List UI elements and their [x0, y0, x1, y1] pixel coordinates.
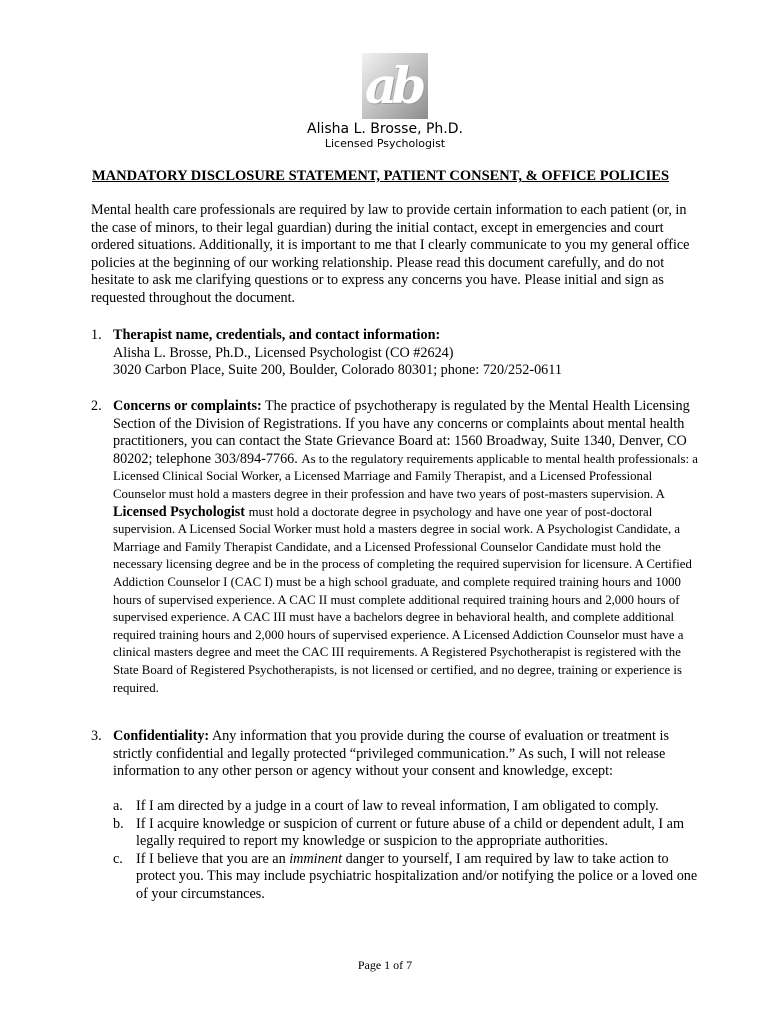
licensed-psychologist-term: Licensed Psychologist [113, 503, 246, 520]
section-heading: Concerns or complaints: [113, 398, 262, 414]
imminent-emphasis: imminent [289, 850, 343, 867]
list-item [113, 798, 703, 816]
concerns-text: The practice of psychotherapy is regulated by the Mental Health Licensing Section of the Division of Registrations. If you have any concerns or complaints about mental health practitioners, you can contact the State Grievance Board at: 1560 Broadway, Suite 1340, Denver, CO 80202; telephone 303/894-7766. [113, 398, 690, 467]
list-marker: c. [113, 850, 123, 867]
author-name: Alisha L. Brosse, Ph.D. [307, 121, 463, 137]
document-title: MANDATORY DISCLOSURE STATEMENT, PATIENT CONSENT, & OFFICE POLICIES [92, 168, 670, 184]
list-item-text-cont: danger to yourself, I am required by law to take action to protect you. This may include psychiatric hospitalization and/or notifying the police or a loved one of your circumstances. [136, 850, 698, 902]
regulatory-text-cont: must hold a doctorate degree in psychology and have one year of post-doctoral supervision. A Licensed Social Worker must hold a masters degree in social work. A Psychologist Candidate, a Marriage and Family Therapist Candidate, and a Licensed Professional Counselor Candidate must hold the necessary licensing degree and be in the process of completing the required supervision for licensure. A Certified Addiction Counselor I (CAC I) must be a high school graduate, and complete required training hours and 1000 hours of supervised experience. A CAC II must complete additional required training hours and 2,000 hours of supervised experience. A CAC III must have a bachelors degree in behavioral health, and complete additional required training hours and 2,000 hours of supervised experience. A Licensed Addiction Counselor must have a clinical masters degree and meet the CAC III requirements. A Registered Psychotherapist is registered with the State Board of Registered Psychotherapists, is not licensed or certified, and no degree, training or experience is required. [113, 504, 692, 695]
section-concerns [91, 398, 707, 697]
therapist-address: 3020 Carbon Place, Suite 200, Boulder, Colorado 80301; phone: 720/252-0611 [113, 362, 562, 379]
section-number: 3. [91, 728, 102, 744]
logo-letters: ab [365, 56, 421, 115]
author-title: Licensed Psychologist [324, 137, 446, 150]
section-heading: Confidentiality: [113, 728, 210, 744]
section-heading: Therapist name, credentials, and contact information: [113, 327, 441, 343]
section-therapist-info [91, 327, 707, 380]
page-number: Page 1 of 7 [357, 958, 413, 972]
ab-logo-icon [362, 53, 428, 119]
list-item-text: If I am directed by a judge in a court of law to reveal information, I am obligated to comply. [136, 798, 659, 814]
confidentiality-exceptions [113, 798, 703, 904]
list-item [113, 816, 703, 851]
list-item-text: If I acquire knowledge or suspicion of current or future abuse of a child or dependent adult, I am legally required to report my knowledge or suspicion to the appropriate authorities. [136, 815, 684, 850]
list-item [113, 851, 703, 904]
regulatory-text: As to the regulatory requirements applicable to mental health professionals: a Licensed Clinical Social Worker, a Licensed Marriage and Family Therapist, and a Licensed Professional Counselor must hold a masters degree in their profession and have two years of post-masters supervision. A [113, 451, 698, 501]
section-confidentiality [91, 728, 707, 781]
therapist-credentials: Alisha L. Brosse, Ph.D., Licensed Psychologist (CO #2624) [113, 344, 454, 361]
intro-paragraph: Mental health care professionals are required by law to provide certain information to each patient (or, in the case of minors, to their legal guardian) during the initial contact, except in emergencies and court ordered situations. Additionally, it is important to me that I clearly communicate to you my general office policies at the beginning of our working relationship. Please read this document carefully, and do not hesitate to ask me clarifying questions or to express any concerns you have. Please initial and sign as requested throughout the document. [91, 202, 690, 306]
list-marker: a. [113, 798, 123, 814]
section-number: 1. [91, 327, 102, 343]
list-item-text: If I believe that you are an [136, 850, 286, 867]
confidentiality-text: Any information that you provide during the course of evaluation or treatment is strictly confidential and legally protected “privileged communication.” As such, I will not release information to any other person or agency without your consent and knowledge, except: [113, 728, 669, 780]
section-number: 2. [91, 398, 102, 414]
list-marker: b. [113, 815, 124, 832]
